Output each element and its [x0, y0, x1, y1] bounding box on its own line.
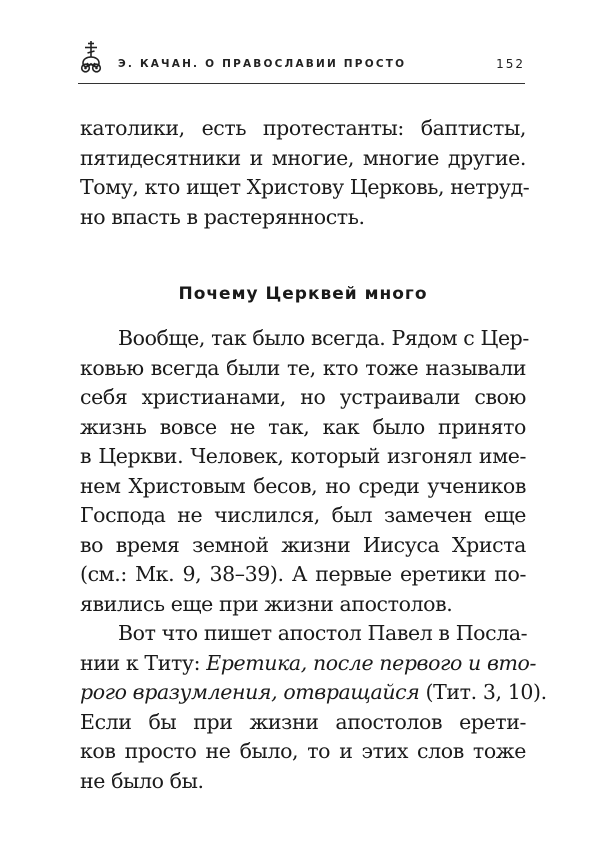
text-line: Господа не числился, был замечен еще [80, 503, 526, 527]
text-plain: нии к Титу: [80, 650, 207, 675]
text-line: в Церкви. Человек, который изгонял име- [80, 444, 526, 468]
text-line: жизнь вовсе не так, как было принято [80, 414, 526, 439]
paragraph-intro [80, 114, 530, 232]
text-line: ков просто не было, то и этих слов тоже [80, 739, 526, 763]
scripture-reference: (Тит. 3, 10). [419, 680, 547, 704]
text-line: католики, есть протестанты: баптисты, [80, 116, 526, 140]
text-line: себя христианами, но устраивали свою [80, 385, 526, 409]
text-line: явились еще при жизни апостолов. [80, 591, 453, 616]
orthodox-cross-ornament-icon [78, 40, 104, 74]
text-line: но впасть в растерянность. [80, 204, 365, 229]
header-divider [78, 83, 525, 84]
scripture-quote: Еретика, после первого и вто- [206, 650, 536, 675]
paragraph-history [80, 324, 529, 619]
text-line: не было бы. [80, 768, 204, 793]
paragraph-titus [80, 619, 547, 796]
page-number: 152 [496, 57, 525, 71]
text-line: Вот что пишет апостол Павел в Посла- [118, 621, 528, 645]
text-line: пятидесятники и многие, многие другие. [80, 145, 526, 170]
text-line: (см.: Мк. 9, 38–39). А первые еретики по- [80, 562, 526, 586]
text-line: нем Христовым бесов, но среди учеников [80, 473, 526, 498]
text-line: ковью всегда были те, кто тоже называли [80, 355, 526, 380]
running-title: Э. КАЧАН. О ПРАВОСЛАВИИ ПРОСТО [118, 58, 407, 70]
text-line [80, 649, 536, 679]
text-line: Тому, кто ищет Христову Церковь, нетруд- [80, 175, 530, 199]
text-line [80, 678, 547, 708]
page-body [80, 114, 547, 796]
section-heading: Почему Церквей много [178, 284, 428, 304]
text-line: Вообще, так было всегда. Рядом с Цер- [118, 326, 529, 350]
text-line: Если бы при жизни апостолов ерети- [80, 709, 526, 734]
scripture-quote: рого вразумления, отвращайся [80, 680, 420, 704]
page-header [78, 40, 525, 84]
text-line: во время земной жизни Иисуса Христа [80, 532, 526, 557]
